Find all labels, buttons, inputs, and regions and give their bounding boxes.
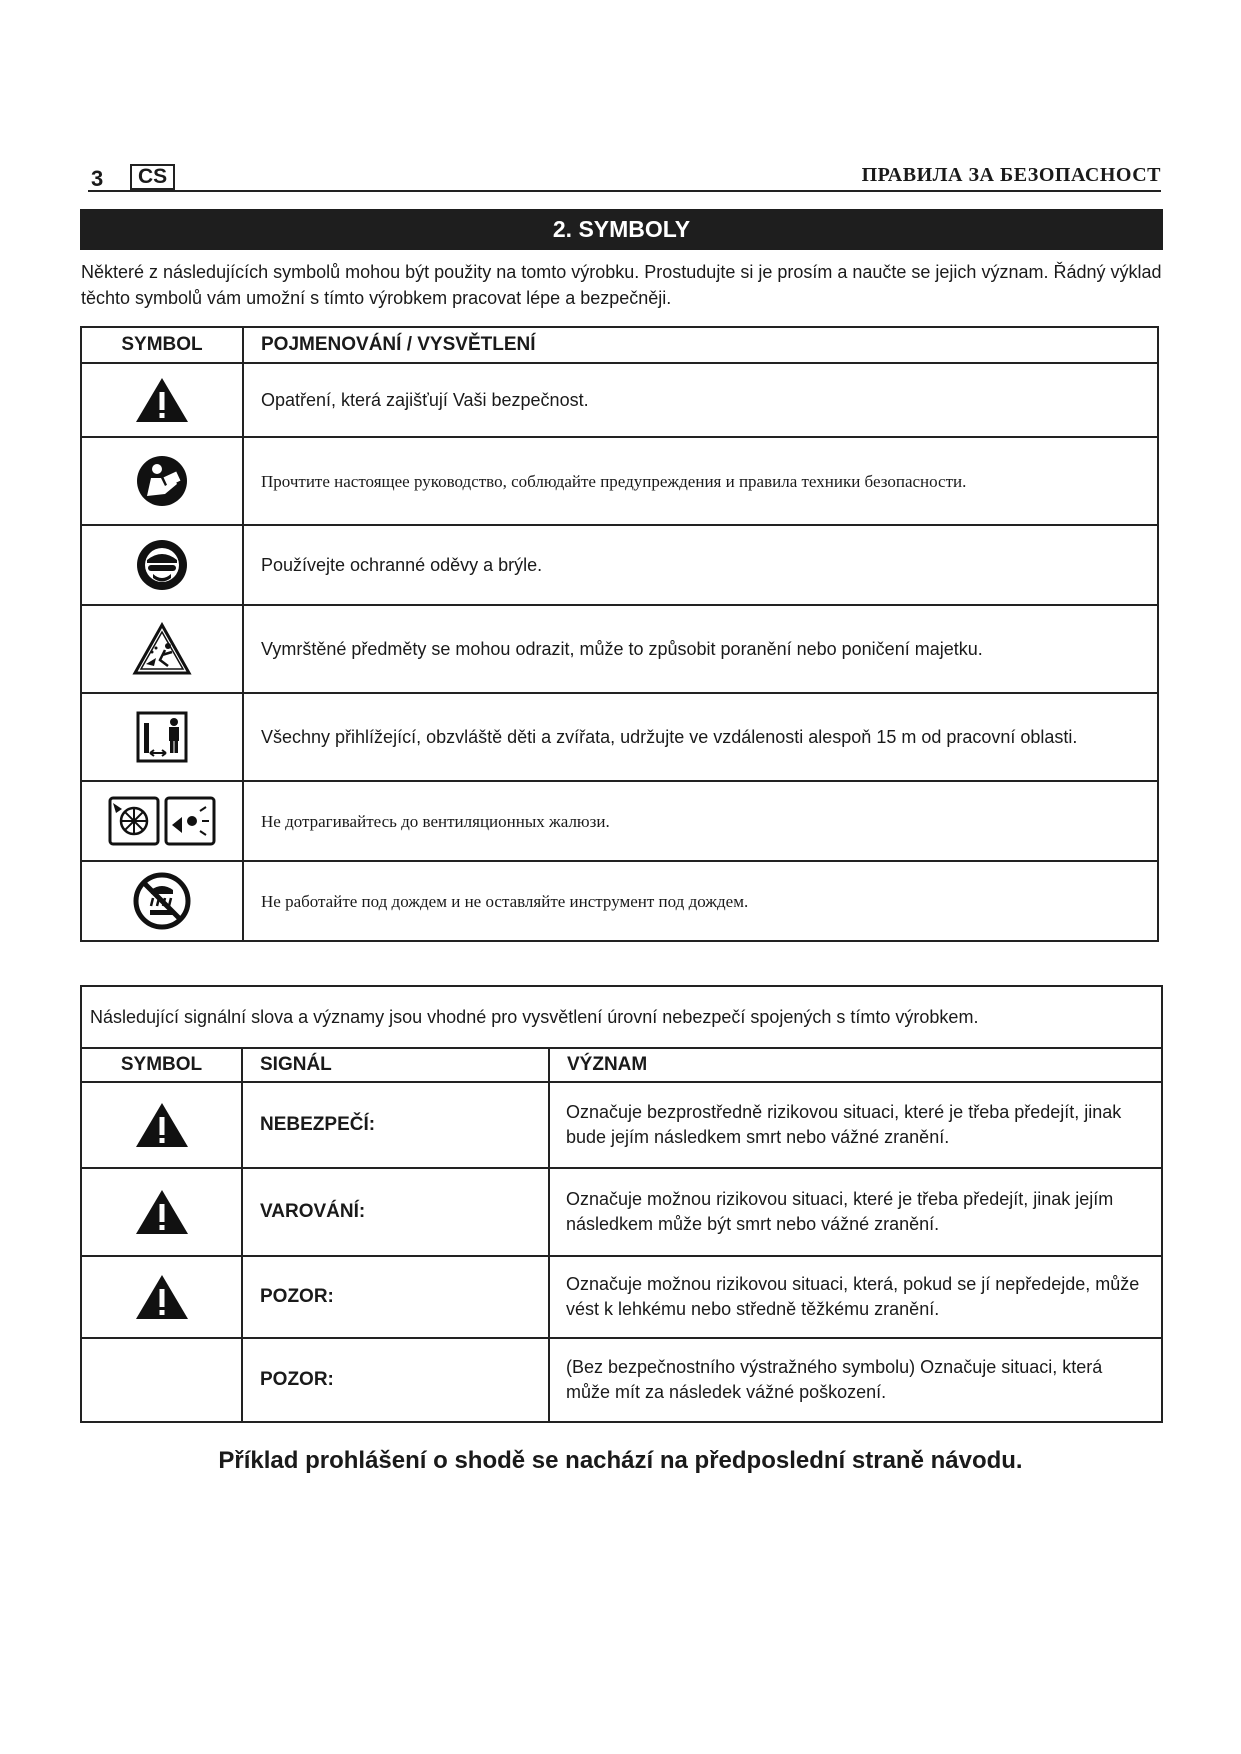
protective-gear-icon — [135, 538, 189, 592]
page-number: 3 — [91, 166, 104, 191]
symbols-table-header — [81, 327, 1158, 363]
symbols-table — [80, 326, 1159, 942]
symbol-description: Vymrštěné předměty se mohou odrazit, může to způsobit poranění nebo poničení majetku. — [243, 605, 1158, 693]
symbol-cell — [81, 1168, 242, 1256]
signal-word: NEBEZPEČÍ: — [242, 1082, 549, 1168]
symbol-column-header: SYMBOL — [81, 1048, 242, 1082]
ventilation-icon — [108, 795, 216, 847]
symbol-cell — [81, 1082, 242, 1168]
section-title: 2. SYMBOLY — [552, 216, 691, 242]
symbol-cell — [81, 693, 243, 781]
signal-word: POZOR: — [242, 1256, 549, 1338]
header-title: ПРАВИЛА ЗА БЕЗОПАСНОСТ — [861, 164, 1161, 186]
no-rain-icon — [133, 872, 191, 930]
signal-table-intro: Následující signální slova a významy jsou vhodné pro vysvětlení úrovní nebezpečí spojených s tímto výrobkem. — [81, 986, 1162, 1048]
language-code: CS — [130, 164, 175, 190]
signal-word: POZOR: — [242, 1338, 549, 1422]
symbol-description: Používejte ochranné oděvy a brýle. — [243, 525, 1158, 605]
table-row — [81, 437, 1158, 525]
signal-table-header — [81, 1048, 1162, 1082]
warning-triangle-icon — [134, 1273, 190, 1321]
page-header — [88, 160, 1161, 192]
signal-meaning: Označuje bezprostředně rizikovou situaci, které je třeba předejít, jinak bude jejím následkem smrt nebo vážné zranění. — [549, 1082, 1162, 1168]
intro-paragraph: Některé z následujících symbolů mohou být použity na tomto výrobku. Prostudujte si je prosím a naučte se jejich význam. Řádný výklad těchto symbolů vám umožní s tímto výrobkem pracovat lépe a bezpečněji. — [81, 262, 1162, 308]
symbol-cell — [81, 1338, 242, 1422]
symbol-cell — [81, 861, 243, 941]
signal-meaning: Označuje možnou rizikovou situaci, která, pokud se jí nepředejde, může vést k lehkému nebo středně těžkému zranění. — [549, 1256, 1162, 1338]
symbol-description: Не работайте под дождем и не оставляйте инструмент под дождем. — [243, 861, 1158, 941]
table-row — [81, 1256, 1162, 1338]
warning-triangle-icon — [134, 1188, 190, 1236]
table-row — [81, 363, 1158, 437]
table-row — [81, 1082, 1162, 1168]
table-row — [81, 861, 1158, 941]
table-row — [81, 693, 1158, 781]
table-row — [81, 1168, 1162, 1256]
read-manual-icon — [135, 454, 189, 508]
symbol-column-header: SYMBOL — [81, 327, 243, 363]
symbol-cell — [81, 781, 243, 861]
signal-table-intro-row — [81, 986, 1162, 1048]
symbol-cell — [81, 437, 243, 525]
signal-words-table — [80, 985, 1163, 1423]
table-row — [81, 525, 1158, 605]
symbol-cell — [81, 605, 243, 693]
warning-triangle-icon — [134, 1101, 190, 1149]
section-title-bar — [80, 209, 1163, 250]
table-row — [81, 781, 1158, 861]
signal-word: VAROVÁNÍ: — [242, 1168, 549, 1256]
table-row — [81, 1338, 1162, 1422]
symbol-cell — [81, 363, 243, 437]
table-row — [81, 605, 1158, 693]
symbol-cell — [81, 1256, 242, 1338]
description-column-header: POJMENOVÁNÍ / VYSVĚTLENÍ — [243, 327, 1158, 363]
thrown-objects-icon — [132, 622, 192, 676]
symbol-description: Прочтите настоящее руководство, соблюдайте предупреждения и правила техники безопасности. — [243, 437, 1158, 525]
symbol-cell — [81, 525, 243, 605]
symbol-description: Не дотрагивайтесь до вентиляционных жалюзи. — [243, 781, 1158, 861]
symbol-description: Všechny přihlížející, obzvláště děti a zvířata, udržujte ve vzdálenosti alespoň 15 m od pracovní oblasti. — [243, 693, 1158, 781]
warning-triangle-icon — [134, 376, 190, 424]
symbol-description: Opatření, která zajišťují Vaši bezpečnost. — [243, 363, 1158, 437]
signal-meaning: Označuje možnou rizikovou situaci, které je třeba předejít, jinak jejím následkem může být smrt nebo vážné zranění. — [549, 1168, 1162, 1256]
declaration-note: Příklad prohlášení o shodě se nachází na předposlední straně návodu. — [218, 1447, 1023, 1474]
signal-meaning: (Bez bezpečnostního výstražného symbolu) Označuje situaci, která může mít za následek vážné poškození. — [549, 1338, 1162, 1422]
keep-distance-icon — [136, 711, 188, 763]
signal-column-header: SIGNÁL — [242, 1048, 549, 1082]
meaning-column-header: VÝZNAM — [549, 1048, 1162, 1082]
